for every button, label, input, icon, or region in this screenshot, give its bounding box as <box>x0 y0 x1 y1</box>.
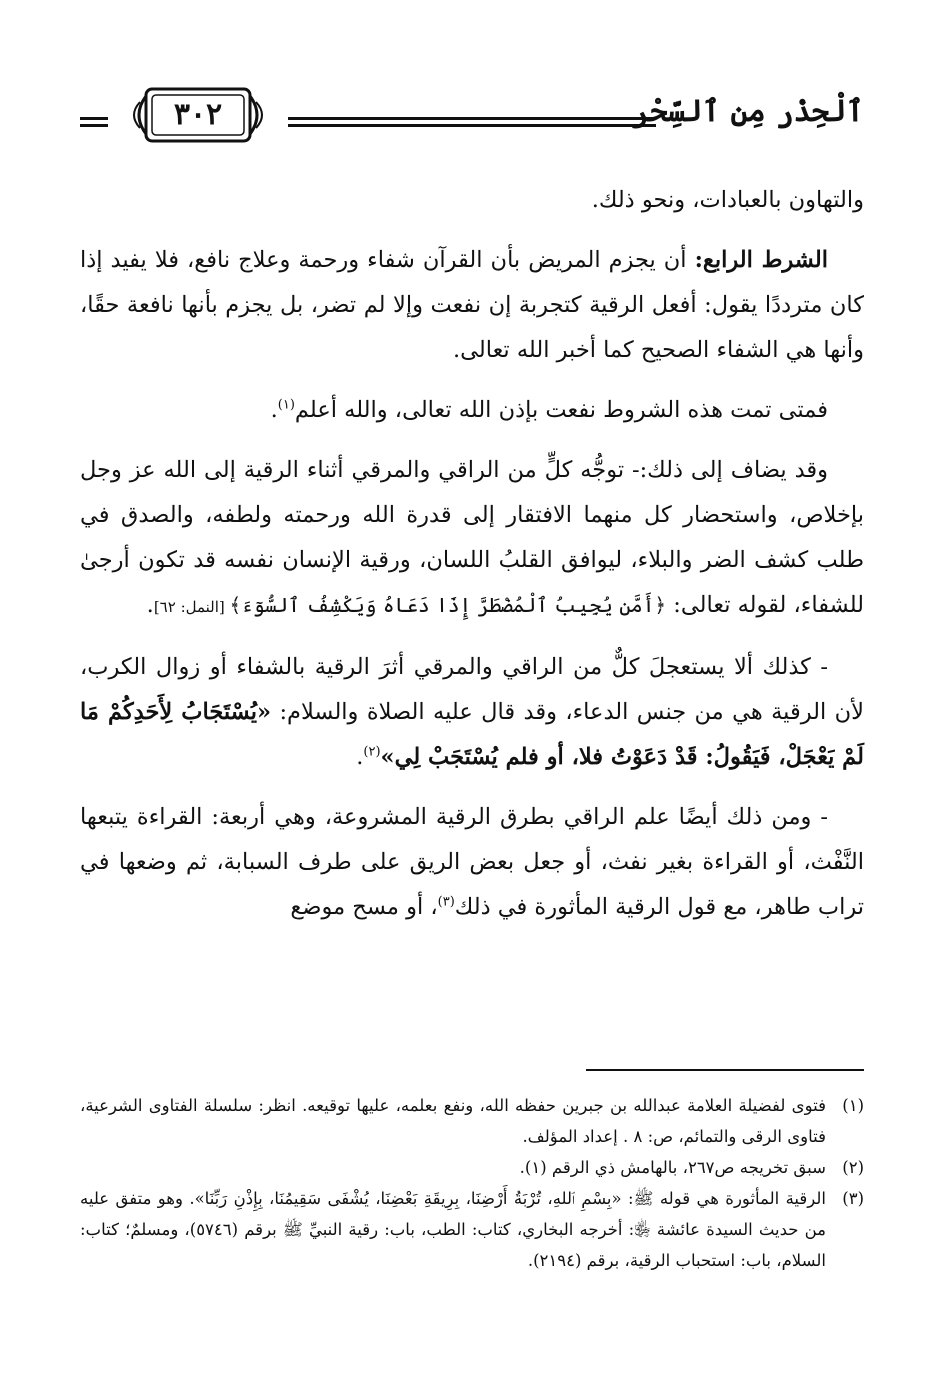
header-rule-left-lower <box>80 124 108 127</box>
footnote <box>80 1152 864 1183</box>
footnote-number: (١) <box>842 1096 864 1115</box>
footnote <box>80 1183 864 1276</box>
paragraph: - كذلك ألا يستعجلَ كلٌّ من الراقي والمرقي أثرَ الرقية بالشفاء أو زوال الكرب، لأن الرقية هي من جنس الدعاء، وقد قال عليه الصلاة والسلام: «يُسْتَجَابُ لِأَحَدِكُمْ مَا لَمْ يَعْجَلْ، فَيَقُولُ: قَدْ دَعَوْتُ فلا، أو فلم يُسْتَجَبْ لِي»$^{(٢)}$. <box>80 654 864 770</box>
footnote-marker: (١) <box>277 397 295 413</box>
footnote-text: سبق تخريجه ص٢٦٧، بالهامش ذي الرقم (١). <box>519 1158 826 1177</box>
main-text <box>80 178 864 930</box>
paragraph: والتهاون بالعبادات، ونحو ذلك. <box>591 187 864 213</box>
footnotes <box>80 1090 864 1276</box>
footnote-separator <box>586 1069 864 1071</box>
page-header <box>80 84 864 154</box>
footnote-number: (٣) <box>842 1189 864 1208</box>
quran-verse: ﴿أَمَّن يُجِيبُ ٱلْمُضْطَرَّ إِذَا دَعَاهُ وَيَكْشِفُ ٱلسُّوٓءَ﴾ <box>229 593 667 617</box>
footnote-text: فتوى لفضيلة العلامة عبدالله بن جبرين حفظه الله، ونفع بعلمه، عليها توقيعه. انظر: سلسلة الفتاوى الشرعية، فتاوى الرقى والتمائم، ص: ٨ . إعداد المؤلف. <box>80 1096 826 1146</box>
paragraph: - ومن ذلك أيضًا علم الراقي بطرق الرقية المشروعة، وهي أربعة: القراءة يتبعها النَّفْث، أو القراءة بغير نفث، أو جعل بعض الريق على طرف السبابة، ثم وضعها في تراب طاهر، مع قول الرقية المأثورة في ذلك$^{(٣)}$، أو مسح موضع <box>80 804 864 920</box>
book-title: ٱلْحِذْر مِن ٱلسِّحْر <box>632 94 864 129</box>
paragraph: الشرط الرابع: أن يجزم المريض بأن القرآن شفاء ورحمة وعلاج نافع، فلا يفيد إذا كان مترددًا يقول: أفعل الرقية كتجربة إن نفعت وإلا لم تضر، بل يجزم بأنها نافعة حقًا، وأنها هي الشفاء الصحيح كما أخبر الله تعالى. <box>80 247 864 363</box>
page-number-frame <box>120 84 276 146</box>
footnote <box>80 1090 864 1152</box>
footnote-marker: (٢) <box>363 744 381 760</box>
footnote-text: الرقية المأثورة هي قوله ﷺ: «بِسْمِ ٱللهِ، تُرْبَةُ أَرْضِنَا، بِرِيقَةِ بَعْضِنَا، يُشْفَى سَقِيمُنَا، بِإِذْنِ رَبِّنَا». وهو متفق عليه من حديث السيدة عائشة ﵂: أخرجه البخاري، كتاب: الطب، باب: رقية النبيِّ ﷺ برقم (٥٧٤٦)، ومسلمٌ؛ كتاب: السلام، باب: استحباب الرقية، برقم (٢١٩٤). <box>80 1189 827 1270</box>
paragraph: فمتى تمت هذه الشروط نفعت بإذن الله تعالى، والله أعلم$^{(١)}$. <box>270 397 828 423</box>
header-rule-upper <box>288 117 656 120</box>
header-rule-left-upper <box>80 117 108 120</box>
header-rule-lower <box>288 124 656 127</box>
footnote-marker: (٣) <box>437 894 455 910</box>
hadith-quote: «يُسْتَجَابُ لِأَحَدِكُمْ مَا لَمْ يَعْجَلْ، فَيَقُولُ: قَدْ دَعَوْتُ فلا، أو فلم يُسْتَجَبْ لِي» <box>80 699 864 770</box>
paragraph: وقد يضاف إلى ذلك:- توجُّه كلٍّ من الراقي والمرقي أثناء الرقية إلى الله عز وجل بإخلاص، واستحضار كل منهما الافتقار إلى قدرة الله ورحمته ولطفه، والصدق في طلب كشف الضر والبلاء، ليوافق القلبُ اللسان، ورقية الإنسان نفسه قد تكون أرجىٰ للشفاء، لقوله تعالى: ﴿أَمَّن يُجِيبُ ٱلْمُضْطَرَّ إِذَا دَعَاهُ وَيَكْشِفُ ٱلسُّوٓءَ﴾ [النمل: ٦٢]. <box>80 457 864 618</box>
footnote-number: (٢) <box>842 1158 864 1177</box>
verse-reference: [النمل: ٦٢] <box>153 598 230 616</box>
page-number: ٣٠٢ <box>173 97 223 132</box>
condition-heading: الشرط الرابع: <box>694 247 828 273</box>
